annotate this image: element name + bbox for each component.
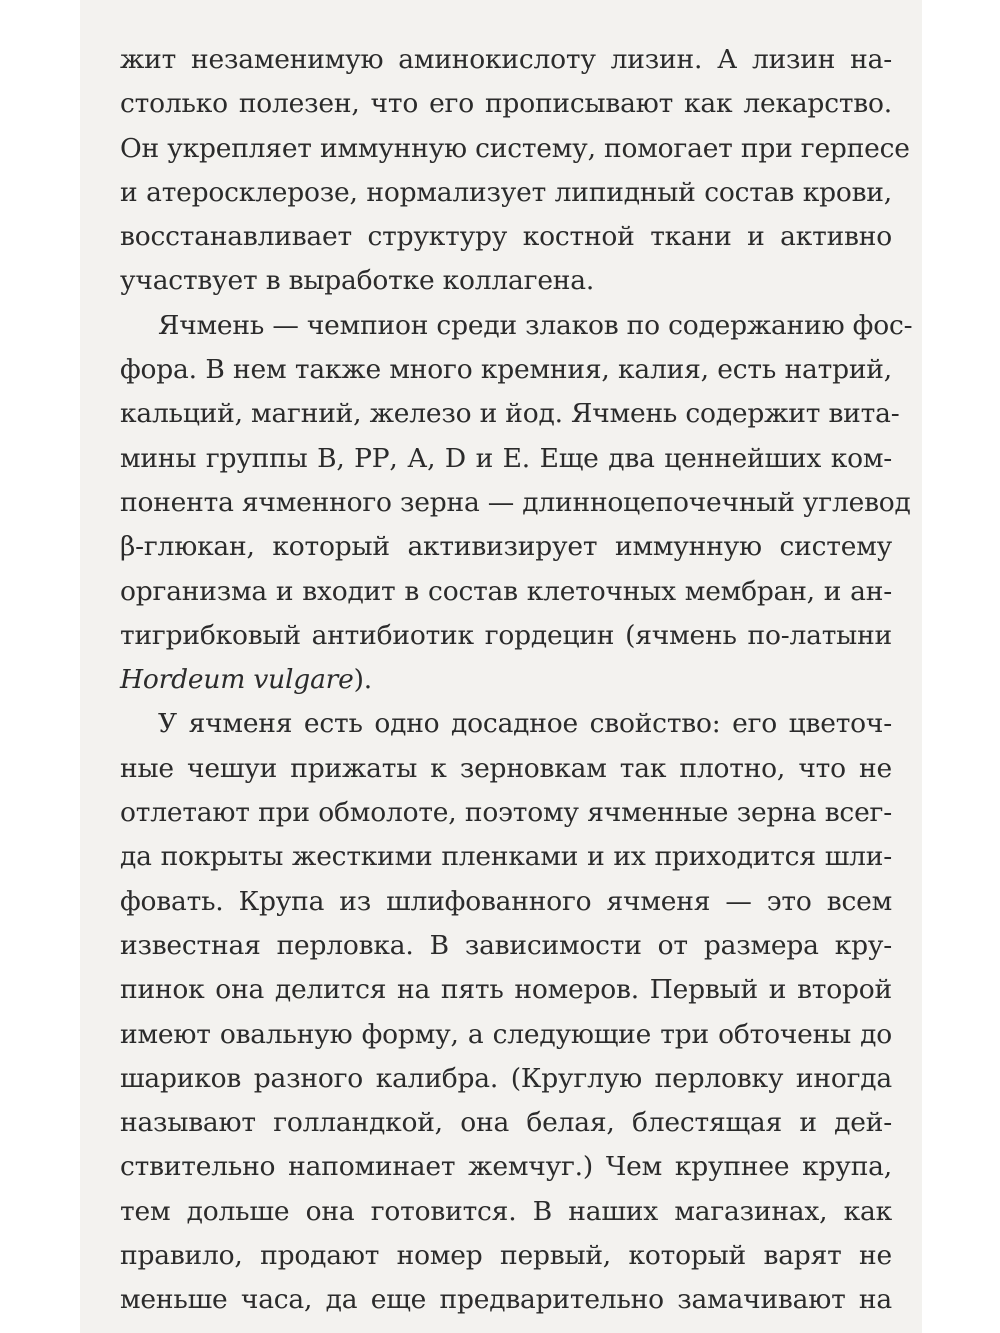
text-line: правило, продают номер первый, который варят не (120, 1240, 892, 1272)
text-line: отлетают при обмолоте, поэтому ячменные зерна всег- (120, 797, 892, 829)
text-line: Ячмень — чемпион среди злаков по содержанию фос- (158, 309, 913, 341)
text-line: тем дольше она готовится. В наших магазинах, как (120, 1195, 892, 1227)
text-line (120, 658, 892, 702)
text-line: и атеросклерозе, нормализует липидный состав крови, (120, 176, 892, 208)
text-line: меньше часа, да еще предварительно замачивают на (120, 1284, 892, 1316)
text-line: жит незаменимую аминокислоту лизин. А лизин на- (120, 44, 892, 75)
text-line: фора. В нем также много кремния, калия, есть натрий, (120, 354, 892, 386)
text-line: β-глюкан, который активизирует иммунную систему (120, 531, 892, 563)
latin-name: Hordeum vulgare (120, 664, 354, 696)
text-line: столько полезен, что его прописывают как лекарство. (120, 88, 892, 120)
text-line: тигрибковый антибиотик гордецин (ячмень по-латыни (120, 619, 892, 651)
text-line: организма и входит в состав клеточных мембран, и ан- (120, 575, 892, 607)
text-line: участвует в выработке коллагена. (120, 265, 595, 297)
text-line: понента ячменного зерна — длинноцепочечный углевод (120, 486, 911, 518)
text-line: мины группы В, РР, А, D и Е. Еще два ценнейших ком- (120, 442, 892, 474)
text-line: ные чешуи прижаты к зерновкам так плотно, что не (120, 752, 892, 784)
text-line: пинок она делится на пять номеров. Первый и второй (120, 974, 892, 1006)
text-line: известная перловка. В зависимости от размера кру- (120, 929, 892, 961)
text-line: кальций, магний, железо и йод. Ячмень содержит вита- (120, 398, 900, 430)
book-page (80, 0, 922, 1333)
body-text (120, 38, 913, 1323)
text-line: ствительно напоминает жемчуг.) Чем крупнее крупа, (120, 1151, 892, 1183)
text-line: Он укрепляет иммунную систему, помогает при герпесе (120, 132, 910, 164)
text-line: шариков разного калибра. (Круглую перловку иногда (120, 1062, 892, 1094)
text-line: называют голландкой, она белая, блестящая и дей- (120, 1107, 892, 1139)
text-line: У ячменя есть одно досадное свойство: его цветоч- (158, 708, 892, 740)
text-line: имеют овальную форму, а следующие три обточены до (120, 1018, 892, 1050)
text-line: да покрыты жесткими пленками и их приходится шли- (120, 841, 892, 873)
text-line: фовать. Крупа из шлифованного ячменя — это всем (120, 885, 892, 917)
closing-punctuation: ). (353, 664, 372, 696)
text-line: восстанавливает структуру костной ткани и активно (120, 221, 892, 253)
